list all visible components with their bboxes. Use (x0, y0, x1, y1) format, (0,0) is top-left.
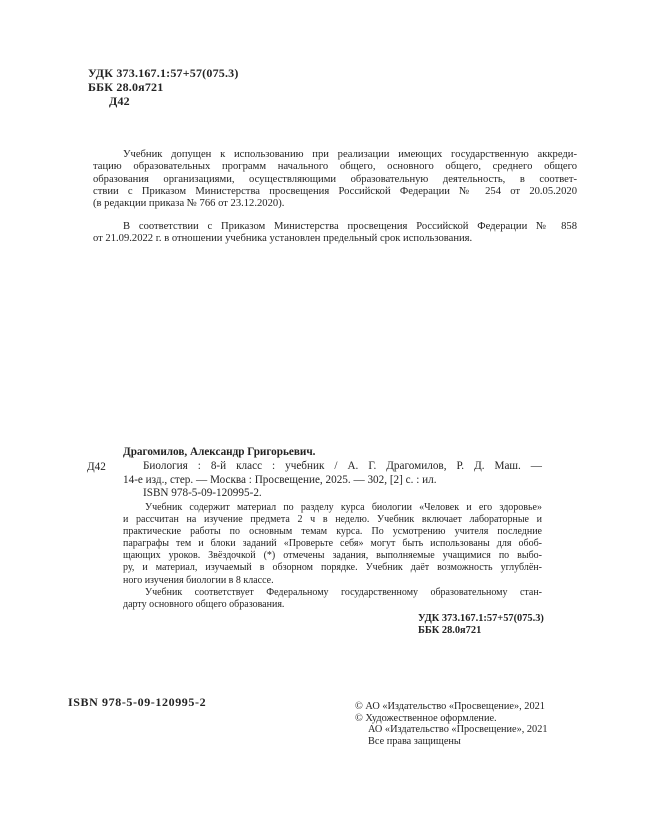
author-heading: Драгомилов, Александр Григорьевич. (123, 446, 316, 458)
text-line: 14-е изд., стер. — Москва : Просвещение, 2025. — 302, [2] с. : ил. (123, 473, 437, 486)
text-line: Учебник содержит материал по разделу курса биологии «Человек и его здоровье» (145, 502, 542, 513)
text-line: практические работы по основным темам курса. По усмотрению учителя последние (123, 526, 542, 538)
text-line: © Художественное оформление. (355, 712, 497, 724)
text-line: В соответствии с Приказом Министерства просвещения Российской Федерации № 858 (123, 221, 577, 232)
text-line: щающих уроков. Звёздочкой (*) отмечены задания, выполняемые учащимися по выбо- (123, 550, 542, 562)
text-line: Биология : 8-й класс : учебник / А. Г. Драгомилов, Р. Д. Маш. — (143, 460, 542, 472)
text-line: параграфы тем и блоки заданий «Проверьте себя» могут быть использованы для обоб- (123, 538, 542, 550)
fgos-note (123, 587, 542, 611)
text-line: (в редакции приказа № 766 от 23.12.2020). (93, 198, 285, 210)
text-line: ного изучения биологии в 8 классе. (123, 574, 274, 586)
text-line: образования организациями, осуществляющими образовательную деятельность, в соответ- (93, 173, 577, 185)
accreditation-notice (93, 149, 577, 211)
text-line: дарту основного общего образования. (123, 598, 285, 610)
text-line: ру, и материал, изучаемый в обзорном порядке. Учебник даёт возможность углублён- (123, 562, 542, 574)
bibliographic-record (123, 460, 542, 487)
copyright-block (355, 701, 548, 748)
text-line: Все права защищены (368, 736, 461, 748)
udk-number: УДК 373.167.1:57+57(075.3) (88, 66, 239, 80)
text-line: тацию образовательных программ начального общего, основного общего, среднего общего (93, 161, 577, 173)
text-line: и рассчитан на изучение предмета 2 ч в неделю. Учебник включает лабораторные и (123, 514, 542, 526)
text-line: Учебник соответствует Федеральному государственному образовательному стан- (145, 586, 542, 598)
text-line: ствии с Приказом Министерства просвещения Российской Федерации № 254 от 20.05.2020 (93, 186, 577, 198)
author-sign: Д42 (109, 94, 130, 109)
bbk-number: ББК 28.0я721 (88, 80, 164, 95)
catalog-card (123, 445, 542, 638)
text-line: АО «Издательство «Просвещение», 2021 (368, 724, 548, 736)
isbn-statement: ISBN 978-5-09-120995-2. (143, 487, 262, 499)
text-line: от 21.09.2022 г. в отношении учебника установлен предельный срок использования. (93, 233, 473, 245)
bbk-number-card: ББК 28.0я721 (418, 625, 482, 637)
usage-term-notice (93, 221, 577, 246)
annotation (123, 502, 542, 587)
card-classification-block (418, 613, 542, 638)
classification-block (88, 66, 239, 109)
udk-number-card: УДК 373.167.1:57+57(075.3) (418, 612, 544, 624)
isbn: ISBN 978-5-09-120995-2 (68, 695, 207, 709)
text-line: Учебник допущен к использованию при реализации имеющих государственную аккреди- (123, 149, 577, 160)
author-sign-card: Д42 (87, 461, 106, 473)
text-line: © АО «Издательство «Просвещение», 2021 (355, 701, 545, 712)
